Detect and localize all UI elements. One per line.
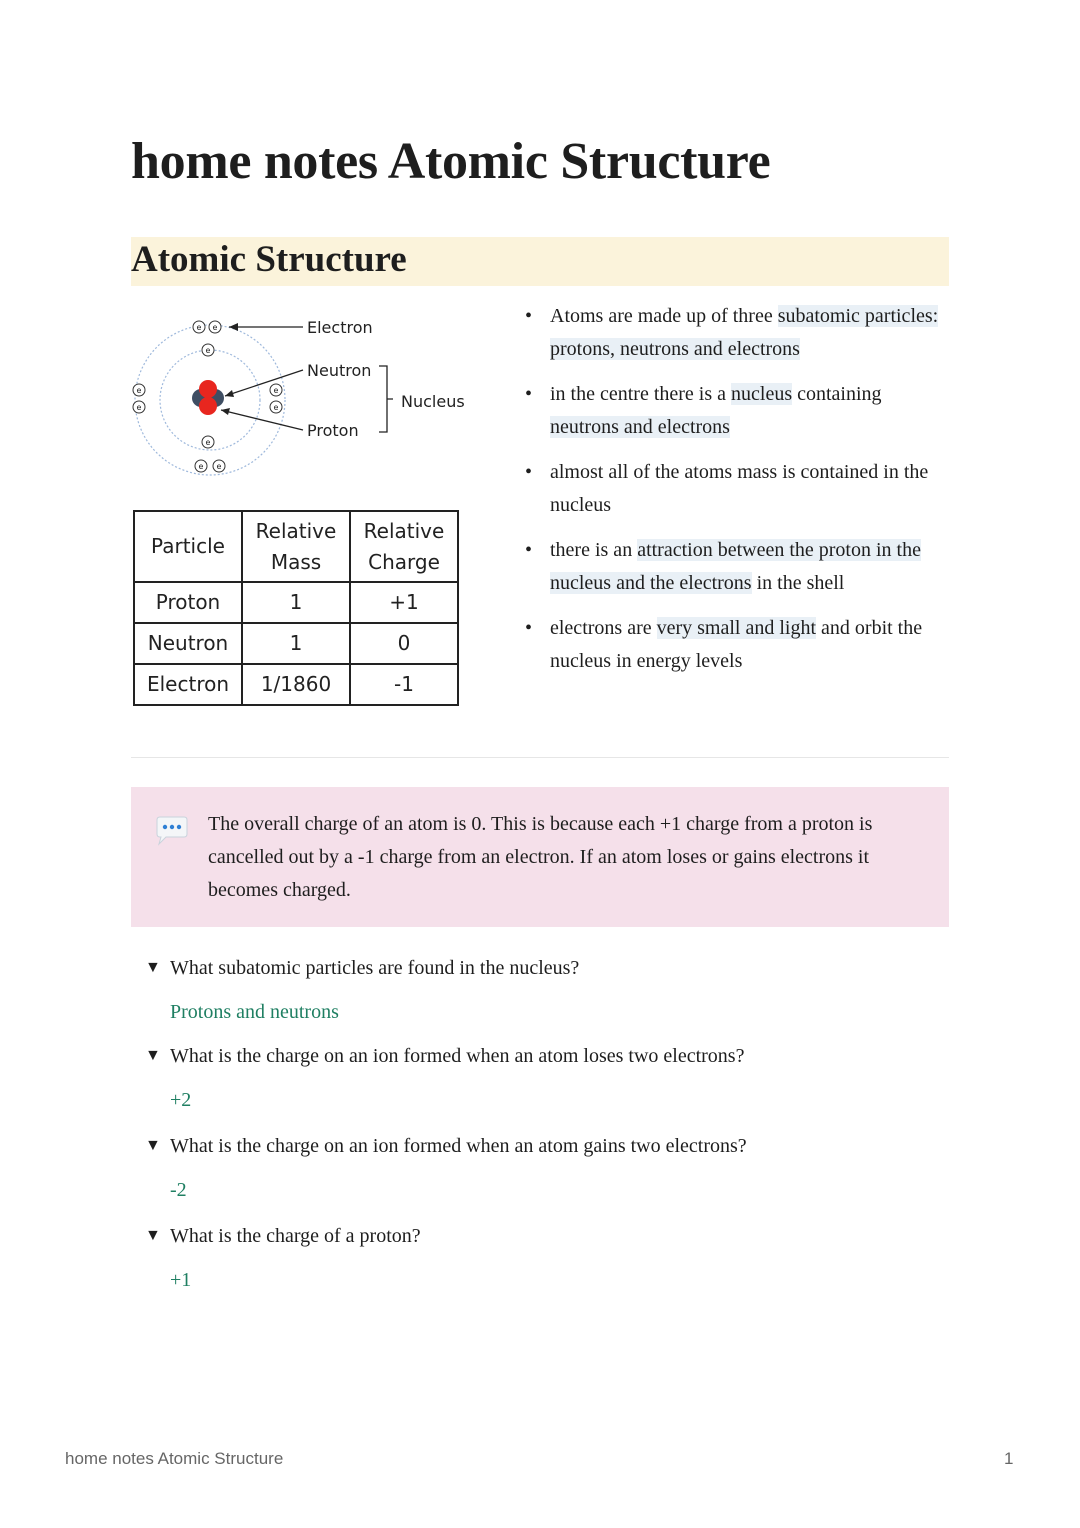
page-title: home notes Atomic Structure [131, 133, 771, 190]
toggle-answer: -2 [170, 1179, 187, 1201]
toggle-question[interactable]: ▼ What is the charge of a proton? [145, 1225, 421, 1247]
toggle-answer: +1 [170, 1269, 192, 1291]
electron-symbol: e [212, 323, 218, 332]
table-cell: 1 [242, 623, 350, 664]
table-cell: -1 [350, 664, 458, 705]
proton-pointer [221, 410, 303, 430]
electron-symbol: e [205, 346, 211, 355]
electron-symbol: e [136, 386, 142, 395]
electron-symbol: e [216, 462, 222, 471]
toggle-question[interactable]: ▼ What is the charge on an ion formed when an atom loses two electrons? [145, 1045, 745, 1067]
section-heading: Atomic Structure [131, 239, 407, 280]
header-relative-mass: Relative Mass [242, 511, 350, 582]
proton-label: Proton [307, 421, 359, 440]
electron-symbol: e [273, 386, 279, 395]
footer-title: home notes Atomic Structure [65, 1449, 284, 1468]
header-particle: Particle [134, 511, 242, 582]
table-cell: 0 [350, 623, 458, 664]
electron-symbol: e [273, 403, 279, 412]
highlighted-text: neutrons and electrons [550, 416, 730, 438]
table-header-row [134, 511, 458, 582]
page-number: 1 [1004, 1449, 1014, 1468]
table-cell: Electron [134, 664, 242, 705]
proton-sphere [199, 380, 217, 398]
table-cell: +1 [350, 582, 458, 623]
highlighted-text: very small and light [656, 617, 817, 639]
divider [131, 757, 949, 758]
nucleus-label: Nucleus [401, 392, 465, 411]
callout-text: The overall charge of an atom is 0. This is because each +1 charge from a proton is cancelled out by a -1 charge from an electron. If an atom loses or gains electrons it becomes charged. [208, 813, 873, 901]
highlighted-text: nucleus [731, 383, 793, 405]
highlighted-text: attraction between the proton in the nucleus and the electrons [550, 539, 921, 594]
electron-symbol: e [196, 323, 202, 332]
table-cell: Neutron [134, 623, 242, 664]
table-row [134, 664, 458, 705]
table-cell: 1 [242, 582, 350, 623]
proton-sphere [199, 397, 217, 415]
toggle-question[interactable]: ▼ What is the charge on an ion formed when an atom gains two electrons? [145, 1135, 747, 1157]
particle-table [133, 510, 459, 706]
table-row [134, 623, 458, 664]
electron-symbol: e [205, 438, 211, 447]
toggle-triangle-icon[interactable]: ▼ [145, 1227, 161, 1244]
list-item: • there is an attraction between the proton in the nucleus and the electrons in the shell [518, 534, 943, 600]
speech-bubble-icon [154, 816, 190, 846]
arrow-head-icon [221, 408, 230, 415]
list-item: • almost all of the atoms mass is contained in the nucleus [518, 456, 943, 522]
list-item: • Atoms are made up of three subatomic particles: protons, neutrons and electrons [518, 300, 943, 366]
electron-symbol: e [198, 462, 204, 471]
table-row [134, 582, 458, 623]
toggle-answer: Protons and neutrons [170, 1001, 339, 1023]
list-item: • electrons are very small and light and orbit the nucleus in energy levels [518, 612, 943, 678]
arrow-head-icon [229, 323, 238, 331]
electron-symbol: e [136, 403, 142, 412]
toggle-triangle-icon[interactable]: ▼ [145, 1137, 161, 1154]
table-cell: Proton [134, 582, 242, 623]
table-cell: 1/1860 [242, 664, 350, 705]
nucleus-bracket [379, 366, 393, 432]
neutron-pointer [225, 370, 303, 396]
neutron-label: Neutron [307, 361, 372, 380]
toggle-triangle-icon[interactable]: ▼ [145, 959, 161, 976]
list-item: • in the centre there is a nucleus containing neutrons and electrons [518, 378, 943, 444]
atom-diagram [125, 308, 485, 488]
arrow-head-icon [225, 390, 234, 397]
key-points-list [518, 300, 943, 690]
toggle-answer: +2 [170, 1089, 192, 1111]
toggle-triangle-icon[interactable]: ▼ [145, 1047, 161, 1064]
highlighted-text: subatomic particles: protons, neutrons and electrons [550, 305, 939, 360]
electron-label: Electron [307, 318, 373, 337]
toggle-question[interactable]: ▼ What subatomic particles are found in the nucleus? [145, 957, 580, 979]
header-relative-charge: Relative Charge [350, 511, 458, 582]
